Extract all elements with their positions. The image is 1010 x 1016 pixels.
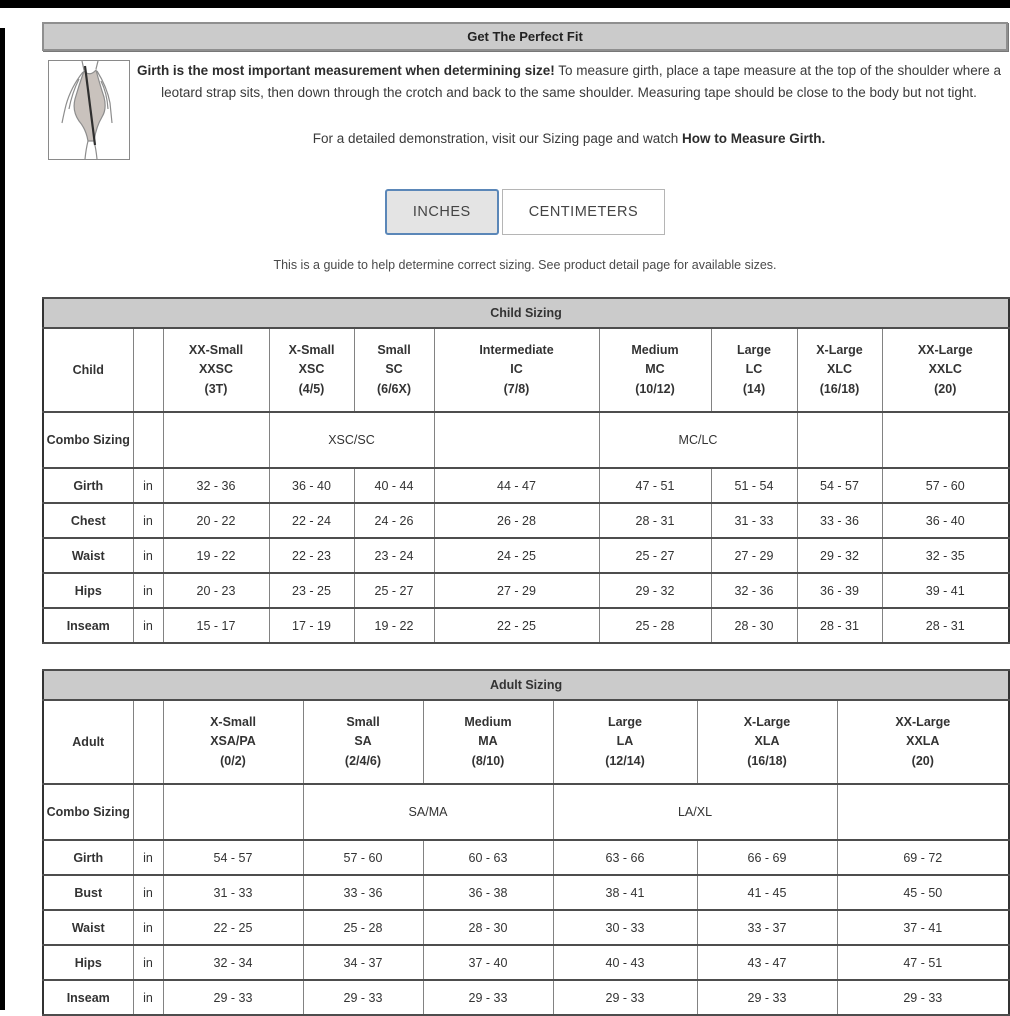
inches-button[interactable]: INCHES [385, 189, 499, 235]
size-code: XSA/PA [210, 734, 256, 749]
combo-empty-cell [797, 412, 882, 468]
size-value-cell: 17 - 19 [269, 608, 354, 643]
size-value-cell: 23 - 25 [269, 573, 354, 608]
size-value-cell: 23 - 24 [354, 538, 434, 573]
measurement-row-hips [43, 945, 1009, 980]
size-value-cell: 47 - 51 [837, 945, 1009, 980]
size-name: X-Large [816, 342, 863, 357]
combo-span-cell: MC/LC [599, 412, 797, 468]
size-value-cell: 28 - 30 [711, 608, 797, 643]
combo-span-cell: SA/MA [303, 784, 553, 840]
table-title: Adult Sizing [43, 670, 1009, 700]
size-value-cell: 32 - 35 [882, 538, 1009, 573]
size-value-cell: 29 - 33 [423, 980, 553, 1015]
measurement-label: Inseam [43, 608, 133, 643]
column-header [354, 328, 434, 412]
size-value-cell: 22 - 23 [269, 538, 354, 573]
column-header [423, 700, 553, 784]
size-value-cell: 44 - 47 [434, 468, 599, 503]
size-code: XXLC [928, 362, 962, 377]
size-value-cell: 29 - 32 [797, 538, 882, 573]
unit-cell: in [133, 875, 163, 910]
adult-table [42, 669, 1010, 1016]
size-value-cell: 25 - 27 [599, 538, 711, 573]
size-name: XX-Large [917, 342, 973, 357]
column-header [599, 328, 711, 412]
size-code: MA [478, 734, 498, 749]
size-value-cell: 38 - 41 [553, 875, 697, 910]
measurement-label: Bust [43, 875, 133, 910]
column-header [797, 328, 882, 412]
size-value-cell: 26 - 28 [434, 503, 599, 538]
unit-header-cell [133, 328, 163, 412]
screenshot-left-border [0, 28, 5, 1010]
size-value-cell: 36 - 39 [797, 573, 882, 608]
measurement-row-bust [43, 875, 1009, 910]
size-code: SC [385, 362, 403, 377]
child-sizing-table-container [42, 297, 1008, 644]
group-label: Adult [43, 700, 133, 784]
size-value-cell: 32 - 36 [163, 468, 269, 503]
size-name: Large [736, 342, 772, 357]
size-value-cell: 22 - 25 [434, 608, 599, 643]
size-value-cell: 54 - 57 [797, 468, 882, 503]
unit-cell: in [133, 503, 163, 538]
unit-cell: in [133, 840, 163, 875]
size-value-cell: 25 - 27 [354, 573, 434, 608]
size-range: (10/12) [635, 381, 675, 396]
screenshot-top-border [0, 0, 1010, 8]
demo-note [136, 131, 1002, 146]
column-header [269, 328, 354, 412]
size-value-cell: 36 - 38 [423, 875, 553, 910]
size-value-cell: 24 - 25 [434, 538, 599, 573]
size-range: (6/6X) [376, 381, 412, 396]
combo-sizing-row [43, 412, 1009, 468]
size-value-cell: 15 - 17 [163, 608, 269, 643]
size-value-cell: 28 - 31 [797, 608, 882, 643]
measurement-label: Waist [43, 910, 133, 945]
size-value-cell: 24 - 26 [354, 503, 434, 538]
size-code: XLA [754, 734, 780, 749]
size-value-cell: 47 - 51 [599, 468, 711, 503]
size-value-cell: 28 - 30 [423, 910, 553, 945]
size-value-cell: 28 - 31 [599, 503, 711, 538]
size-value-cell: 37 - 40 [423, 945, 553, 980]
combo-empty-cell [163, 784, 303, 840]
table-header-row [43, 328, 1009, 412]
measurement-label: Hips [43, 945, 133, 980]
size-value-cell: 63 - 66 [553, 840, 697, 875]
measurement-row-hips [43, 573, 1009, 608]
unit-cell: in [133, 945, 163, 980]
table-title-row [43, 298, 1009, 328]
size-range: (20) [934, 381, 957, 396]
size-name: XX-Large [895, 714, 951, 729]
size-code: XXLA [906, 734, 940, 749]
measurement-row-waist [43, 538, 1009, 573]
girth-illustration [48, 60, 130, 160]
combo-label: Combo Sizing [43, 784, 133, 840]
size-value-cell: 40 - 43 [553, 945, 697, 980]
unit-cell: in [133, 608, 163, 643]
size-value-cell: 54 - 57 [163, 840, 303, 875]
combo-unit-cell [133, 784, 163, 840]
column-header [163, 328, 269, 412]
size-code: LA [616, 734, 634, 749]
page-title: Get The Perfect Fit [42, 22, 1008, 51]
measurement-row-girth [43, 468, 1009, 503]
unit-toggle [42, 189, 1008, 235]
size-value-cell: 40 - 44 [354, 468, 434, 503]
size-value-cell: 31 - 33 [711, 503, 797, 538]
measurement-label: Girth [43, 468, 133, 503]
size-code: XXSC [198, 362, 234, 377]
size-value-cell: 57 - 60 [303, 840, 423, 875]
size-code: XSC [298, 362, 325, 377]
combo-span-cell: XSC/SC [269, 412, 434, 468]
size-range: (12/14) [605, 753, 645, 768]
combo-sizing-row [43, 784, 1009, 840]
size-name: Small [346, 714, 380, 729]
size-name: X-Small [288, 342, 335, 357]
size-value-cell: 19 - 22 [163, 538, 269, 573]
unit-cell: in [133, 910, 163, 945]
measurement-row-waist [43, 910, 1009, 945]
size-value-cell: 36 - 40 [269, 468, 354, 503]
column-header [837, 700, 1009, 784]
size-value-cell: 20 - 22 [163, 503, 269, 538]
size-value-cell: 25 - 28 [303, 910, 423, 945]
column-header [163, 700, 303, 784]
combo-span-cell: LA/XL [553, 784, 837, 840]
size-value-cell: 43 - 47 [697, 945, 837, 980]
combo-empty-cell [882, 412, 1009, 468]
size-value-cell: 29 - 33 [303, 980, 423, 1015]
girth-instructions-lead: Girth is the most important measurement when determining size! [136, 63, 555, 78]
size-name: Medium [631, 342, 679, 357]
size-value-cell: 22 - 25 [163, 910, 303, 945]
guide-note: This is a guide to help determine correct sizing. See product detail page for available sizes. [273, 258, 777, 272]
size-code: IC [510, 362, 523, 377]
column-header [711, 328, 797, 412]
column-header [553, 700, 697, 784]
size-value-cell: 60 - 63 [423, 840, 553, 875]
unit-cell: in [133, 980, 163, 1015]
size-range: (8/10) [471, 753, 505, 768]
measurement-label: Chest [43, 503, 133, 538]
size-code: XLC [827, 362, 852, 377]
size-value-cell: 29 - 33 [163, 980, 303, 1015]
size-range: (2/4/6) [344, 753, 382, 768]
measurement-label: Waist [43, 538, 133, 573]
size-value-cell: 51 - 54 [711, 468, 797, 503]
combo-empty-cell [163, 412, 269, 468]
size-value-cell: 41 - 45 [697, 875, 837, 910]
size-name: Large [607, 714, 643, 729]
table-title-row [43, 670, 1009, 700]
unit-cell: in [133, 573, 163, 608]
size-range: (7/8) [503, 381, 530, 396]
size-range: (3T) [204, 381, 228, 396]
size-value-cell: 66 - 69 [697, 840, 837, 875]
combo-empty-cell [434, 412, 599, 468]
girth-intro-section [42, 60, 1008, 160]
table-header-row [43, 700, 1009, 784]
size-range: (0/2) [220, 753, 246, 768]
child-table [42, 297, 1010, 644]
measurement-row-inseam [43, 608, 1009, 643]
sizing-guide-page [42, 22, 1008, 1016]
size-value-cell: 32 - 36 [711, 573, 797, 608]
size-name: X-Large [743, 714, 791, 729]
size-value-cell: 33 - 36 [797, 503, 882, 538]
unit-header-cell [133, 700, 163, 784]
measurement-label: Girth [43, 840, 133, 875]
size-name: Medium [464, 714, 512, 729]
size-value-cell: 29 - 33 [837, 980, 1009, 1015]
measurement-label: Inseam [43, 980, 133, 1015]
column-header [434, 328, 599, 412]
size-value-cell: 29 - 32 [599, 573, 711, 608]
measurement-row-girth [43, 840, 1009, 875]
size-value-cell: 36 - 40 [882, 503, 1009, 538]
centimeters-button[interactable]: CENTIMETERS [502, 189, 665, 235]
column-header [882, 328, 1009, 412]
size-value-cell: 37 - 41 [837, 910, 1009, 945]
size-value-cell: 33 - 37 [697, 910, 837, 945]
table-title: Child Sizing [43, 298, 1009, 328]
size-value-cell: 69 - 72 [837, 840, 1009, 875]
size-range: (14) [742, 381, 766, 396]
size-value-cell: 32 - 34 [163, 945, 303, 980]
column-header [697, 700, 837, 784]
size-code: MC [645, 362, 665, 377]
size-code: SA [354, 734, 372, 749]
combo-unit-cell [133, 412, 163, 468]
unit-cell: in [133, 538, 163, 573]
size-value-cell: 28 - 31 [882, 608, 1009, 643]
group-label: Child [43, 328, 133, 412]
size-value-cell: 31 - 33 [163, 875, 303, 910]
size-value-cell: 30 - 33 [553, 910, 697, 945]
size-range: (16/18) [747, 753, 787, 768]
size-code: LC [745, 362, 763, 377]
combo-empty-cell [837, 784, 1009, 840]
size-name: X-Small [210, 714, 256, 729]
adult-sizing-table-container [42, 669, 1008, 1016]
size-value-cell: 29 - 33 [697, 980, 837, 1015]
demo-note-text: For a detailed demonstration, visit our Sizing page and watch [312, 130, 682, 146]
size-value-cell: 39 - 41 [882, 573, 1009, 608]
girth-instructions [136, 60, 1002, 104]
size-name: Small [377, 342, 411, 357]
column-header [303, 700, 423, 784]
size-name: XX-Small [188, 342, 244, 357]
size-range: (4/5) [298, 381, 325, 396]
unit-cell: in [133, 468, 163, 503]
size-value-cell: 34 - 37 [303, 945, 423, 980]
size-name: Intermediate [479, 342, 554, 357]
size-range: (20) [911, 753, 934, 768]
girth-instructions-body: To measure girth, place a tape measure at the top of the shoulder where a leotard strap sits, then down through the crotch and back to the same shoulder. Measuring tape should be close to the body but not tight. [161, 63, 1002, 100]
demo-note-bold: How to Measure Girth. [681, 130, 826, 146]
measurement-label: Hips [43, 573, 133, 608]
measurement-row-chest [43, 503, 1009, 538]
size-value-cell: 27 - 29 [434, 573, 599, 608]
combo-label: Combo Sizing [43, 412, 133, 468]
size-range: (16/18) [819, 381, 860, 396]
size-value-cell: 57 - 60 [882, 468, 1009, 503]
size-value-cell: 20 - 23 [163, 573, 269, 608]
intro-text-column [130, 60, 1008, 146]
size-value-cell: 27 - 29 [711, 538, 797, 573]
size-value-cell: 22 - 24 [269, 503, 354, 538]
size-value-cell: 33 - 36 [303, 875, 423, 910]
leotard-diagram-icon [49, 61, 129, 159]
size-value-cell: 45 - 50 [837, 875, 1009, 910]
size-value-cell: 19 - 22 [354, 608, 434, 643]
size-value-cell: 25 - 28 [599, 608, 711, 643]
size-value-cell: 29 - 33 [553, 980, 697, 1015]
